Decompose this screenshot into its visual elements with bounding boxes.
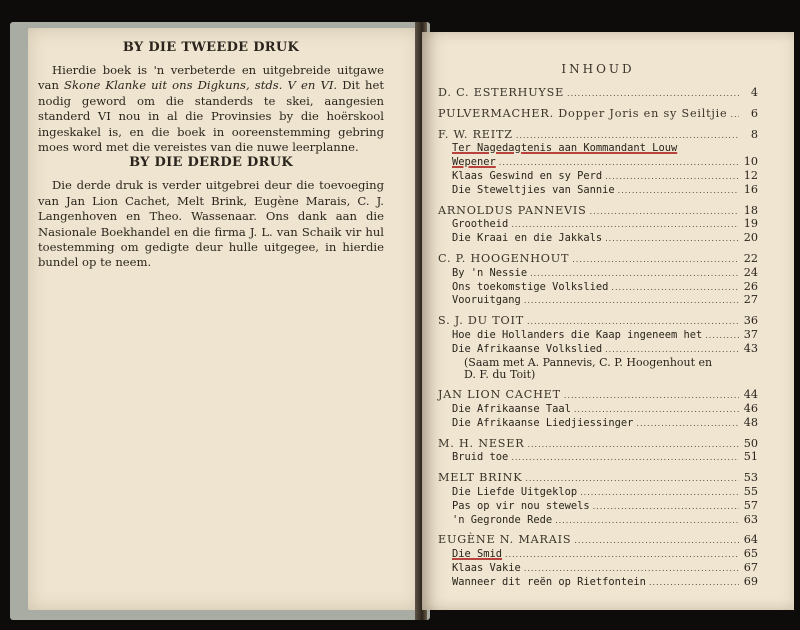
dot-leader xyxy=(605,344,739,357)
toc-entry-page: 16 xyxy=(743,182,758,196)
paragraph-text: Hierdie boek is 'n verbeterde en uitgebreide uitgawe van xyxy=(38,63,384,93)
toc-author xyxy=(438,205,758,219)
toc-entry-title: Vooruitgang xyxy=(452,294,521,307)
toc-entry-title: Klaas Vakie xyxy=(452,561,521,574)
toc-entry-page: 55 xyxy=(743,484,758,498)
dot-leader xyxy=(516,130,739,143)
toc-author-title: JAN LION CACHET xyxy=(438,388,561,402)
dot-leader xyxy=(499,157,739,170)
dot-leader xyxy=(605,171,739,184)
toc-entry-page: 27 xyxy=(743,293,758,307)
toc-author-title: M. H. NESER xyxy=(438,436,525,450)
toc-author-page: 22 xyxy=(743,251,758,265)
toc-entry-title: Die Smid xyxy=(452,548,503,561)
dot-leader xyxy=(527,439,739,452)
toc-author-page: 6 xyxy=(750,106,758,120)
toc-author xyxy=(438,389,758,403)
toc-entry xyxy=(438,486,758,500)
toc-entry-page: 48 xyxy=(743,415,758,429)
dot-leader xyxy=(636,418,739,431)
dot-leader xyxy=(511,452,739,465)
toc-section xyxy=(438,107,758,122)
toc-author xyxy=(438,534,758,548)
toc-author-page: 50 xyxy=(743,436,758,450)
toc-entry xyxy=(438,548,758,562)
toc-author-title: C. P. HOOGENHOUT xyxy=(438,251,570,265)
dot-leader xyxy=(580,487,739,500)
toc-entry-page: 67 xyxy=(743,560,758,574)
toc-section xyxy=(438,128,758,198)
dot-leader xyxy=(730,109,739,122)
toc-entry xyxy=(438,576,758,590)
toc-entry-title: Die Steweltjies van Sannie xyxy=(452,183,615,196)
toc-author xyxy=(438,438,758,452)
toc-entry-title: Klaas Geswind en sy Perd xyxy=(452,169,603,182)
toc-author-page: 4 xyxy=(750,86,758,99)
toc-entry xyxy=(438,267,758,281)
toc-entry-title: Die Liefde Uitgeklop xyxy=(452,485,578,498)
toc-entry-page: 24 xyxy=(743,265,758,279)
heading-derde-druk: BY DIE DERDE DRUK xyxy=(129,155,293,171)
toc-entry-title: Die Kraai en die Jakkals xyxy=(452,232,603,245)
toc-entry xyxy=(438,451,758,465)
toc-entry-page: 19 xyxy=(743,217,758,231)
toc-entry-title: Bruid toe xyxy=(452,451,509,464)
toc-entry xyxy=(438,500,758,514)
toc-author-title: MELT BRINK xyxy=(438,471,523,485)
dot-leader xyxy=(574,535,739,548)
book-title-italic: Skone Klanke uit ons Digkuns, stds. V en VI. xyxy=(64,78,338,93)
toc-section xyxy=(438,388,758,430)
toc-entry xyxy=(438,562,758,576)
toc-entry-page: 12 xyxy=(743,168,758,182)
dot-leader xyxy=(530,268,739,281)
toc-entry xyxy=(438,232,758,246)
toc-entry-page: 65 xyxy=(743,547,758,561)
dot-leader xyxy=(574,404,739,417)
dot-leader xyxy=(564,390,739,403)
toc-author-title: PULVERMACHER. Dopper Joris en sy Seiltjie xyxy=(438,106,728,120)
toc-author xyxy=(438,253,758,267)
toc-entry xyxy=(438,417,758,431)
dot-leader xyxy=(524,295,739,308)
toc-author-title: S. J. DU TOIT xyxy=(438,314,524,328)
toc-entry-page: 10 xyxy=(743,155,758,169)
toc-entry-page: 20 xyxy=(743,231,758,245)
toc-entry-page: 43 xyxy=(743,341,758,355)
toc-note: D. F. du Toit) xyxy=(464,368,536,382)
dot-leader xyxy=(618,185,739,198)
toc-note: (Saam met A. Pannevis, C. P. Hoogenhout en xyxy=(464,355,713,369)
dot-leader xyxy=(555,515,739,528)
toc-entry xyxy=(438,184,758,198)
toc-list xyxy=(438,86,758,590)
paragraph-text: Dit het nodig geword om die standerds te skei, aangesien standerd VI nou in al die Provinsies by die hoërskool ingeskakel is, en die boek in ooreenstemming gebring moes word met die vereistes van die nuwe leerplanne. xyxy=(38,78,384,155)
dot-leader xyxy=(611,282,739,295)
toc-author-page: 64 xyxy=(743,533,758,547)
toc-author-title: D. C. ESTERHUYSE xyxy=(438,86,565,99)
toc-entry-page: 51 xyxy=(743,450,758,464)
toc-entry xyxy=(438,343,758,357)
toc-entry-title: 'n Gegronde Rede xyxy=(452,513,553,526)
toc-entry-title: Pas op vir nou stewels xyxy=(452,499,590,512)
dot-leader xyxy=(505,549,739,562)
toc-entry-title: Die Afrikaanse Volkslied xyxy=(452,342,603,355)
toc-entry-title: Hoe die Hollanders die Kaap ingeneem het xyxy=(452,328,703,341)
paragraph-tweede-druk xyxy=(38,63,384,155)
toc-entry-title: Grootheid xyxy=(452,218,509,231)
dot-leader xyxy=(524,563,739,576)
toc-entry xyxy=(438,170,758,184)
toc-entry xyxy=(438,294,758,308)
toc-entry xyxy=(438,281,758,295)
preface xyxy=(38,40,384,271)
toc-section xyxy=(438,533,758,589)
toc-entry-page: 46 xyxy=(743,401,758,415)
toc-entry xyxy=(438,329,758,343)
toc-entry-page: 63 xyxy=(743,512,758,526)
dot-leader xyxy=(605,233,739,246)
toc-author-page: 53 xyxy=(743,471,758,485)
toc-section xyxy=(438,252,758,308)
toc-entry-page: 37 xyxy=(743,327,758,341)
dot-leader xyxy=(525,473,739,486)
toc-section xyxy=(438,86,758,101)
toc-entry-title: Ter Nagedagtenis aan Kommandant Louw xyxy=(452,142,678,155)
toc-entry-page: 69 xyxy=(743,574,758,588)
toc-author xyxy=(438,129,758,143)
toc-author-title: EUGÈNE N. MARAIS xyxy=(438,533,572,547)
dot-leader xyxy=(572,254,739,267)
toc-entry xyxy=(438,514,758,528)
dot-leader xyxy=(649,577,739,590)
table-of-contents xyxy=(438,62,758,590)
toc-author-page: 44 xyxy=(743,388,758,402)
dot-leader xyxy=(527,316,739,329)
toc-author-page: 36 xyxy=(743,314,758,328)
toc-entry-title: Wanneer dit reën op Rietfontein xyxy=(452,575,646,588)
toc-author xyxy=(438,87,758,101)
toc-entry xyxy=(438,156,758,170)
toc-section xyxy=(438,204,758,246)
toc-entry-title: Die Afrikaanse Liedjiessinger xyxy=(452,416,634,429)
toc-entry-page: 26 xyxy=(743,279,758,293)
toc-entry-title: Die Afrikaanse Taal xyxy=(452,402,571,415)
toc-author xyxy=(438,315,758,329)
toc-author-page: 8 xyxy=(750,127,758,141)
toc-section xyxy=(438,314,758,382)
toc-author xyxy=(438,472,758,486)
toc-title: INHOUD xyxy=(561,62,635,76)
toc-section xyxy=(438,471,758,527)
dot-leader xyxy=(567,88,739,101)
dot-leader xyxy=(705,330,739,343)
toc-entry xyxy=(438,403,758,417)
heading-tweede-druk: BY DIE TWEEDE DRUK xyxy=(122,40,300,55)
toc-entry xyxy=(438,218,758,232)
toc-entry-title: Wepener xyxy=(452,156,496,169)
toc-entry-title: By 'n Nessie xyxy=(452,266,528,279)
toc-author-title: ARNOLDUS PANNEVIS xyxy=(438,203,587,217)
paragraph-derde-druk: Die derde druk is verder uitgebrei deur die toevoeging van Jan Lion Cachet, Melt Brink, Eugène Marais, C. J. Langenhoven en Theo. Wassenaar. Ons dank aan die Nasionale Boekhandel en die firma J. L. van Schaik vir hul toestemming om gedigte deur hulle uitgegee, in hierdie bundel op te neem. xyxy=(38,178,384,270)
dot-leader xyxy=(511,219,739,232)
toc-author-page: 18 xyxy=(743,203,758,217)
toc-entry-page: 57 xyxy=(743,498,758,512)
dot-leader xyxy=(590,206,739,219)
toc-author-title: F. W. REITZ xyxy=(438,127,513,141)
dot-leader xyxy=(593,501,739,514)
toc-entry xyxy=(438,142,758,156)
toc-section xyxy=(438,437,758,466)
toc-entry-title: Ons toekomstige Volkslied xyxy=(452,280,609,293)
toc-author xyxy=(438,108,758,122)
